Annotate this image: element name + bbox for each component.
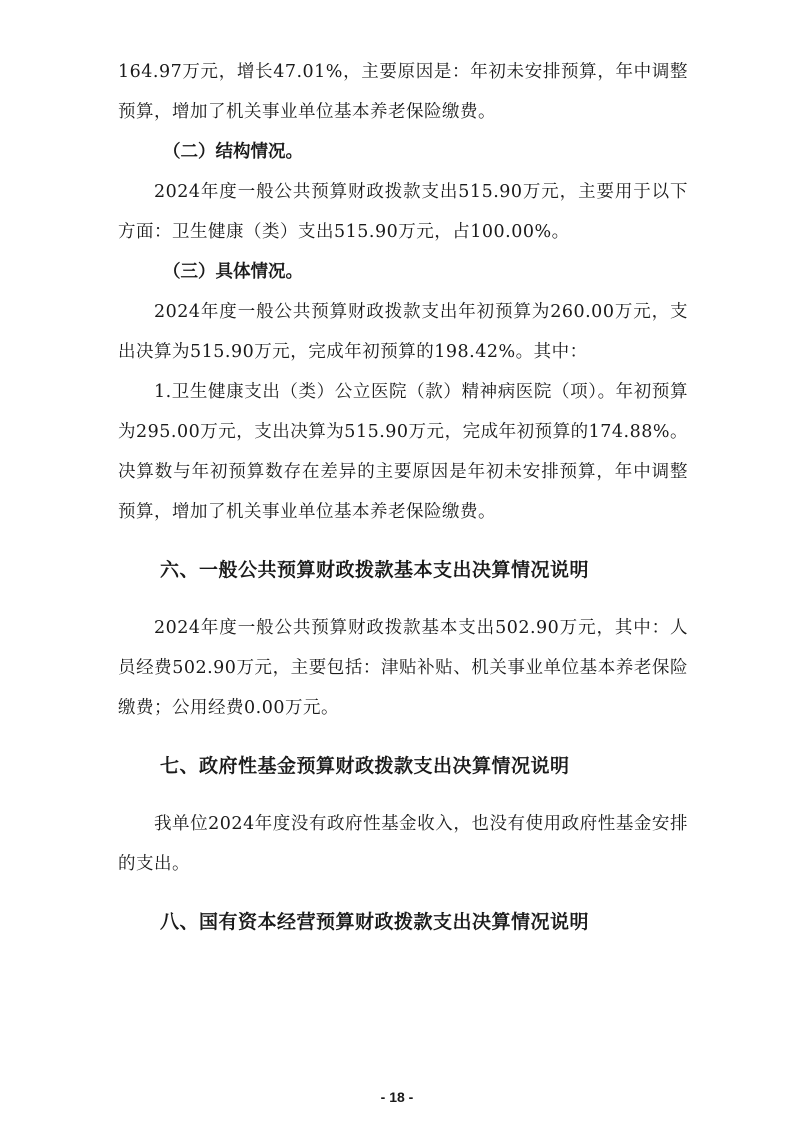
spacer xyxy=(118,884,688,902)
spacer xyxy=(118,786,688,804)
paragraph-structure: 2024年度一般公共预算财政拨款支出515.90万元，主要用于以下方面：卫生健康（类）支出515.90万元，占100.00%。 xyxy=(118,182,688,242)
subheading-detail: （三）具体情况。 xyxy=(163,262,303,282)
section-heading-6: 六、一般公共预算财政拨款基本支出决算情况说明 xyxy=(160,559,590,581)
page-number: - 18 - xyxy=(380,1089,414,1105)
paragraph-growth-reason: 164.97万元，增长47.01%，主要原因是：年初未安排预算，年中调整预算，增加了机关事业单位基本养老保险缴费。 xyxy=(118,62,688,122)
spacer xyxy=(118,728,688,746)
section-heading-8: 八、国有资本经营预算财政拨款支出决算情况说明 xyxy=(160,911,590,933)
spacer xyxy=(118,532,688,550)
section-heading-7: 七、政府性基金预算财政拨款支出决算情况说明 xyxy=(160,755,570,777)
subheading-structure: （二）结构情况。 xyxy=(163,142,303,162)
spacer xyxy=(118,590,688,608)
paragraph-detail: 2024年度一般公共预算财政拨款支出年初预算为260.00万元，支出决算为515.90万元，完成年初预算的198.42%。其中： xyxy=(118,302,688,362)
paragraph-government-fund: 我单位2024年度没有政府性基金收入，也没有使用政府性基金安排的支出。 xyxy=(118,814,688,874)
paragraph-basic-expenditure: 2024年度一般公共预算财政拨款基本支出502.90万元，其中：人员经费502.90万元，主要包括：津贴补贴、机关事业单位基本养老保险缴费；公用经费0.00万元。 xyxy=(118,618,688,718)
paragraph-item-1: 1.卫生健康支出（类）公立医院（款）精神病医院（项）。年初预算为295.00万元，支出决算为515.90万元，完成年初预算的174.88%。决算数与年初预算数存在差异的主要原因是年初未安排预算，年中调整预算，增加了机关事业单位基本养老保险缴费。 xyxy=(118,382,688,522)
document-body xyxy=(118,52,688,942)
